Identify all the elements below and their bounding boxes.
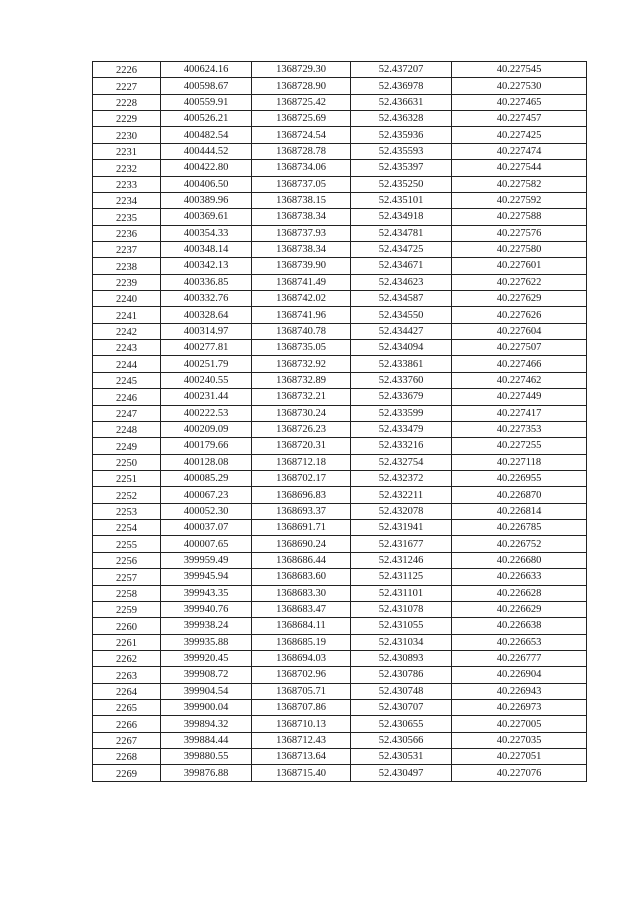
longitude-cell: 40.227449 [452, 389, 587, 405]
latitude-cell: 52.433216 [351, 438, 452, 454]
x-coordinate-cell: 399876.88 [161, 765, 252, 781]
y-coordinate-cell: 1368683.47 [252, 601, 351, 617]
table-row [93, 667, 587, 683]
point-number-cell: 2248 [93, 421, 161, 437]
x-coordinate-cell: 400085.29 [161, 470, 252, 486]
longitude-cell: 40.227076 [452, 765, 587, 781]
longitude-cell: 40.227474 [452, 143, 587, 159]
latitude-cell: 52.433760 [351, 372, 452, 388]
y-coordinate-cell: 1368738.34 [252, 241, 351, 257]
y-coordinate-cell: 1368728.78 [252, 143, 351, 159]
point-number-cell: 2264 [93, 683, 161, 699]
x-coordinate-cell: 399940.76 [161, 601, 252, 617]
latitude-cell: 52.435936 [351, 127, 452, 143]
y-coordinate-cell: 1368735.05 [252, 340, 351, 356]
table-row [93, 225, 587, 241]
coordinates-table [92, 61, 587, 782]
point-number-cell: 2245 [93, 372, 161, 388]
latitude-cell: 52.432754 [351, 454, 452, 470]
longitude-cell: 40.227530 [452, 78, 587, 94]
point-number-cell: 2261 [93, 634, 161, 650]
table-row [93, 601, 587, 617]
y-coordinate-cell: 1368724.54 [252, 127, 351, 143]
y-coordinate-cell: 1368737.93 [252, 225, 351, 241]
point-number-cell: 2228 [93, 94, 161, 110]
longitude-cell: 40.226628 [452, 585, 587, 601]
table-row [93, 160, 587, 176]
table-row [93, 274, 587, 290]
x-coordinate-cell: 400406.50 [161, 176, 252, 192]
table-row [93, 421, 587, 437]
longitude-cell: 40.226653 [452, 634, 587, 650]
y-coordinate-cell: 1368690.24 [252, 536, 351, 552]
point-number-cell: 2239 [93, 274, 161, 290]
latitude-cell: 52.434781 [351, 225, 452, 241]
table-row [93, 372, 587, 388]
point-number-cell: 2269 [93, 765, 161, 781]
table-row [93, 340, 587, 356]
point-number-cell: 2250 [93, 454, 161, 470]
longitude-cell: 40.227622 [452, 274, 587, 290]
table-row [93, 78, 587, 94]
longitude-cell: 40.226777 [452, 650, 587, 666]
y-coordinate-cell: 1368712.43 [252, 732, 351, 748]
y-coordinate-cell: 1368728.90 [252, 78, 351, 94]
x-coordinate-cell: 400240.55 [161, 372, 252, 388]
latitude-cell: 52.430748 [351, 683, 452, 699]
x-coordinate-cell: 400422.80 [161, 160, 252, 176]
y-coordinate-cell: 1368715.40 [252, 765, 351, 781]
latitude-cell: 52.430566 [351, 732, 452, 748]
longitude-cell: 40.227466 [452, 356, 587, 372]
longitude-cell: 40.227425 [452, 127, 587, 143]
longitude-cell: 40.227601 [452, 258, 587, 274]
table-row [93, 650, 587, 666]
table-row [93, 683, 587, 699]
longitude-cell: 40.227629 [452, 291, 587, 307]
table-row [93, 585, 587, 601]
y-coordinate-cell: 1368740.78 [252, 323, 351, 339]
latitude-cell: 52.430786 [351, 667, 452, 683]
latitude-cell: 52.434587 [351, 291, 452, 307]
latitude-cell: 52.437207 [351, 62, 452, 78]
table-row [93, 62, 587, 78]
table-row [93, 192, 587, 208]
latitude-cell: 52.432372 [351, 470, 452, 486]
y-coordinate-cell: 1368691.71 [252, 520, 351, 536]
longitude-cell: 40.227005 [452, 716, 587, 732]
longitude-cell: 40.227462 [452, 372, 587, 388]
y-coordinate-cell: 1368683.60 [252, 569, 351, 585]
x-coordinate-cell: 399904.54 [161, 683, 252, 699]
x-coordinate-cell: 399880.55 [161, 749, 252, 765]
point-number-cell: 2232 [93, 160, 161, 176]
point-number-cell: 2266 [93, 716, 161, 732]
table-row [93, 241, 587, 257]
y-coordinate-cell: 1368732.89 [252, 372, 351, 388]
latitude-cell: 52.434427 [351, 323, 452, 339]
table-row [93, 291, 587, 307]
longitude-cell: 40.227507 [452, 340, 587, 356]
x-coordinate-cell: 400624.16 [161, 62, 252, 78]
point-number-cell: 2252 [93, 487, 161, 503]
latitude-cell: 52.435397 [351, 160, 452, 176]
table-row [93, 111, 587, 127]
table-row [93, 634, 587, 650]
x-coordinate-cell: 399894.32 [161, 716, 252, 732]
y-coordinate-cell: 1368694.03 [252, 650, 351, 666]
y-coordinate-cell: 1368685.19 [252, 634, 351, 650]
longitude-cell: 40.226752 [452, 536, 587, 552]
y-coordinate-cell: 1368712.18 [252, 454, 351, 470]
point-number-cell: 2231 [93, 143, 161, 159]
table-row [93, 143, 587, 159]
x-coordinate-cell: 400007.65 [161, 536, 252, 552]
point-number-cell: 2236 [93, 225, 161, 241]
table-row [93, 405, 587, 421]
latitude-cell: 52.436631 [351, 94, 452, 110]
longitude-cell: 40.226943 [452, 683, 587, 699]
table-row [93, 700, 587, 716]
point-number-cell: 2255 [93, 536, 161, 552]
longitude-cell: 40.227118 [452, 454, 587, 470]
y-coordinate-cell: 1368739.90 [252, 258, 351, 274]
longitude-cell: 40.226904 [452, 667, 587, 683]
point-number-cell: 2267 [93, 732, 161, 748]
latitude-cell: 52.430655 [351, 716, 452, 732]
point-number-cell: 2237 [93, 241, 161, 257]
latitude-cell: 52.436328 [351, 111, 452, 127]
x-coordinate-cell: 400598.67 [161, 78, 252, 94]
table-row [93, 536, 587, 552]
table-row [93, 569, 587, 585]
table-row [93, 176, 587, 192]
longitude-cell: 40.226629 [452, 601, 587, 617]
x-coordinate-cell: 399920.45 [161, 650, 252, 666]
latitude-cell: 52.433479 [351, 421, 452, 437]
table-row [93, 503, 587, 519]
longitude-cell: 40.227580 [452, 241, 587, 257]
x-coordinate-cell: 400559.91 [161, 94, 252, 110]
longitude-cell: 40.227588 [452, 209, 587, 225]
longitude-cell: 40.227592 [452, 192, 587, 208]
point-number-cell: 2242 [93, 323, 161, 339]
x-coordinate-cell: 400389.96 [161, 192, 252, 208]
x-coordinate-cell: 399945.94 [161, 569, 252, 585]
latitude-cell: 52.431125 [351, 569, 452, 585]
latitude-cell: 52.436978 [351, 78, 452, 94]
table-row [93, 487, 587, 503]
longitude-cell: 40.227576 [452, 225, 587, 241]
x-coordinate-cell: 399959.49 [161, 552, 252, 568]
table-row [93, 356, 587, 372]
point-number-cell: 2240 [93, 291, 161, 307]
y-coordinate-cell: 1368725.69 [252, 111, 351, 127]
longitude-cell: 40.227545 [452, 62, 587, 78]
table-row [93, 438, 587, 454]
point-number-cell: 2235 [93, 209, 161, 225]
latitude-cell: 52.430893 [351, 650, 452, 666]
x-coordinate-cell: 399938.24 [161, 618, 252, 634]
point-number-cell: 2241 [93, 307, 161, 323]
y-coordinate-cell: 1368741.49 [252, 274, 351, 290]
point-number-cell: 2243 [93, 340, 161, 356]
y-coordinate-cell: 1368742.02 [252, 291, 351, 307]
latitude-cell: 52.430531 [351, 749, 452, 765]
y-coordinate-cell: 1368720.31 [252, 438, 351, 454]
x-coordinate-cell: 399935.88 [161, 634, 252, 650]
y-coordinate-cell: 1368702.17 [252, 470, 351, 486]
longitude-cell: 40.227457 [452, 111, 587, 127]
x-coordinate-cell: 399900.04 [161, 700, 252, 716]
y-coordinate-cell: 1368726.23 [252, 421, 351, 437]
latitude-cell: 52.432211 [351, 487, 452, 503]
x-coordinate-cell: 400526.21 [161, 111, 252, 127]
longitude-cell: 40.227626 [452, 307, 587, 323]
table-row [93, 618, 587, 634]
longitude-cell: 40.227604 [452, 323, 587, 339]
table-row [93, 307, 587, 323]
y-coordinate-cell: 1368732.92 [252, 356, 351, 372]
latitude-cell: 52.432078 [351, 503, 452, 519]
latitude-cell: 52.434550 [351, 307, 452, 323]
latitude-cell: 52.431101 [351, 585, 452, 601]
table-row [93, 323, 587, 339]
point-number-cell: 2244 [93, 356, 161, 372]
longitude-cell: 40.227417 [452, 405, 587, 421]
x-coordinate-cell: 400354.33 [161, 225, 252, 241]
x-coordinate-cell: 400037.07 [161, 520, 252, 536]
y-coordinate-cell: 1368734.06 [252, 160, 351, 176]
point-number-cell: 2230 [93, 127, 161, 143]
point-number-cell: 2254 [93, 520, 161, 536]
latitude-cell: 52.430707 [351, 700, 452, 716]
y-coordinate-cell: 1368732.21 [252, 389, 351, 405]
y-coordinate-cell: 1368729.30 [252, 62, 351, 78]
longitude-cell: 40.227035 [452, 732, 587, 748]
x-coordinate-cell: 400052.30 [161, 503, 252, 519]
y-coordinate-cell: 1368738.15 [252, 192, 351, 208]
y-coordinate-cell: 1368702.96 [252, 667, 351, 683]
table-row [93, 258, 587, 274]
y-coordinate-cell: 1368684.11 [252, 618, 351, 634]
point-number-cell: 2227 [93, 78, 161, 94]
longitude-cell: 40.226638 [452, 618, 587, 634]
latitude-cell: 52.431078 [351, 601, 452, 617]
x-coordinate-cell: 400067.23 [161, 487, 252, 503]
latitude-cell: 52.431677 [351, 536, 452, 552]
x-coordinate-cell: 400222.53 [161, 405, 252, 421]
table-row [93, 552, 587, 568]
point-number-cell: 2253 [93, 503, 161, 519]
longitude-cell: 40.227255 [452, 438, 587, 454]
latitude-cell: 52.433861 [351, 356, 452, 372]
table-row [93, 749, 587, 765]
y-coordinate-cell: 1368693.37 [252, 503, 351, 519]
x-coordinate-cell: 400482.54 [161, 127, 252, 143]
x-coordinate-cell: 399943.35 [161, 585, 252, 601]
point-number-cell: 2258 [93, 585, 161, 601]
latitude-cell: 52.434623 [351, 274, 452, 290]
longitude-cell: 40.226814 [452, 503, 587, 519]
x-coordinate-cell: 400231.44 [161, 389, 252, 405]
y-coordinate-cell: 1368696.83 [252, 487, 351, 503]
x-coordinate-cell: 400328.64 [161, 307, 252, 323]
point-number-cell: 2251 [93, 470, 161, 486]
x-coordinate-cell: 400128.08 [161, 454, 252, 470]
latitude-cell: 52.431034 [351, 634, 452, 650]
x-coordinate-cell: 399884.44 [161, 732, 252, 748]
point-number-cell: 2238 [93, 258, 161, 274]
table-row [93, 470, 587, 486]
y-coordinate-cell: 1368713.64 [252, 749, 351, 765]
point-number-cell: 2257 [93, 569, 161, 585]
longitude-cell: 40.226955 [452, 470, 587, 486]
table-row [93, 94, 587, 110]
point-number-cell: 2259 [93, 601, 161, 617]
x-coordinate-cell: 400277.81 [161, 340, 252, 356]
longitude-cell: 40.226680 [452, 552, 587, 568]
point-number-cell: 2268 [93, 749, 161, 765]
x-coordinate-cell: 400251.79 [161, 356, 252, 372]
point-number-cell: 2246 [93, 389, 161, 405]
table-row [93, 389, 587, 405]
y-coordinate-cell: 1368737.05 [252, 176, 351, 192]
longitude-cell: 40.227582 [452, 176, 587, 192]
longitude-cell: 40.226633 [452, 569, 587, 585]
y-coordinate-cell: 1368738.34 [252, 209, 351, 225]
y-coordinate-cell: 1368741.96 [252, 307, 351, 323]
latitude-cell: 52.431941 [351, 520, 452, 536]
table-row [93, 765, 587, 781]
table-row [93, 732, 587, 748]
table-row [93, 520, 587, 536]
longitude-cell: 40.227465 [452, 94, 587, 110]
latitude-cell: 52.433679 [351, 389, 452, 405]
point-number-cell: 2247 [93, 405, 161, 421]
latitude-cell: 52.434671 [351, 258, 452, 274]
point-number-cell: 2229 [93, 111, 161, 127]
point-number-cell: 2260 [93, 618, 161, 634]
point-number-cell: 2249 [93, 438, 161, 454]
latitude-cell: 52.434918 [351, 209, 452, 225]
x-coordinate-cell: 400336.85 [161, 274, 252, 290]
longitude-cell: 40.227353 [452, 421, 587, 437]
point-number-cell: 2263 [93, 667, 161, 683]
y-coordinate-cell: 1368730.24 [252, 405, 351, 421]
y-coordinate-cell: 1368683.30 [252, 585, 351, 601]
table-row [93, 716, 587, 732]
y-coordinate-cell: 1368705.71 [252, 683, 351, 699]
point-number-cell: 2262 [93, 650, 161, 666]
y-coordinate-cell: 1368686.44 [252, 552, 351, 568]
longitude-cell: 40.226973 [452, 700, 587, 716]
x-coordinate-cell: 400348.14 [161, 241, 252, 257]
latitude-cell: 52.433599 [351, 405, 452, 421]
point-number-cell: 2233 [93, 176, 161, 192]
x-coordinate-cell: 400314.97 [161, 323, 252, 339]
point-number-cell: 2226 [93, 62, 161, 78]
coordinates-table-body [93, 62, 587, 782]
y-coordinate-cell: 1368725.42 [252, 94, 351, 110]
latitude-cell: 52.434725 [351, 241, 452, 257]
x-coordinate-cell: 400179.66 [161, 438, 252, 454]
latitude-cell: 52.435250 [351, 176, 452, 192]
longitude-cell: 40.227051 [452, 749, 587, 765]
latitude-cell: 52.430497 [351, 765, 452, 781]
x-coordinate-cell: 400332.76 [161, 291, 252, 307]
y-coordinate-cell: 1368707.86 [252, 700, 351, 716]
latitude-cell: 52.431055 [351, 618, 452, 634]
latitude-cell: 52.431246 [351, 552, 452, 568]
table-row [93, 127, 587, 143]
longitude-cell: 40.227544 [452, 160, 587, 176]
longitude-cell: 40.226785 [452, 520, 587, 536]
longitude-cell: 40.226870 [452, 487, 587, 503]
table-row [93, 209, 587, 225]
point-number-cell: 2256 [93, 552, 161, 568]
latitude-cell: 52.434094 [351, 340, 452, 356]
x-coordinate-cell: 400209.09 [161, 421, 252, 437]
x-coordinate-cell: 399908.72 [161, 667, 252, 683]
table-row [93, 454, 587, 470]
y-coordinate-cell: 1368710.13 [252, 716, 351, 732]
x-coordinate-cell: 400369.61 [161, 209, 252, 225]
x-coordinate-cell: 400444.52 [161, 143, 252, 159]
point-number-cell: 2234 [93, 192, 161, 208]
latitude-cell: 52.435593 [351, 143, 452, 159]
latitude-cell: 52.435101 [351, 192, 452, 208]
x-coordinate-cell: 400342.13 [161, 258, 252, 274]
point-number-cell: 2265 [93, 700, 161, 716]
